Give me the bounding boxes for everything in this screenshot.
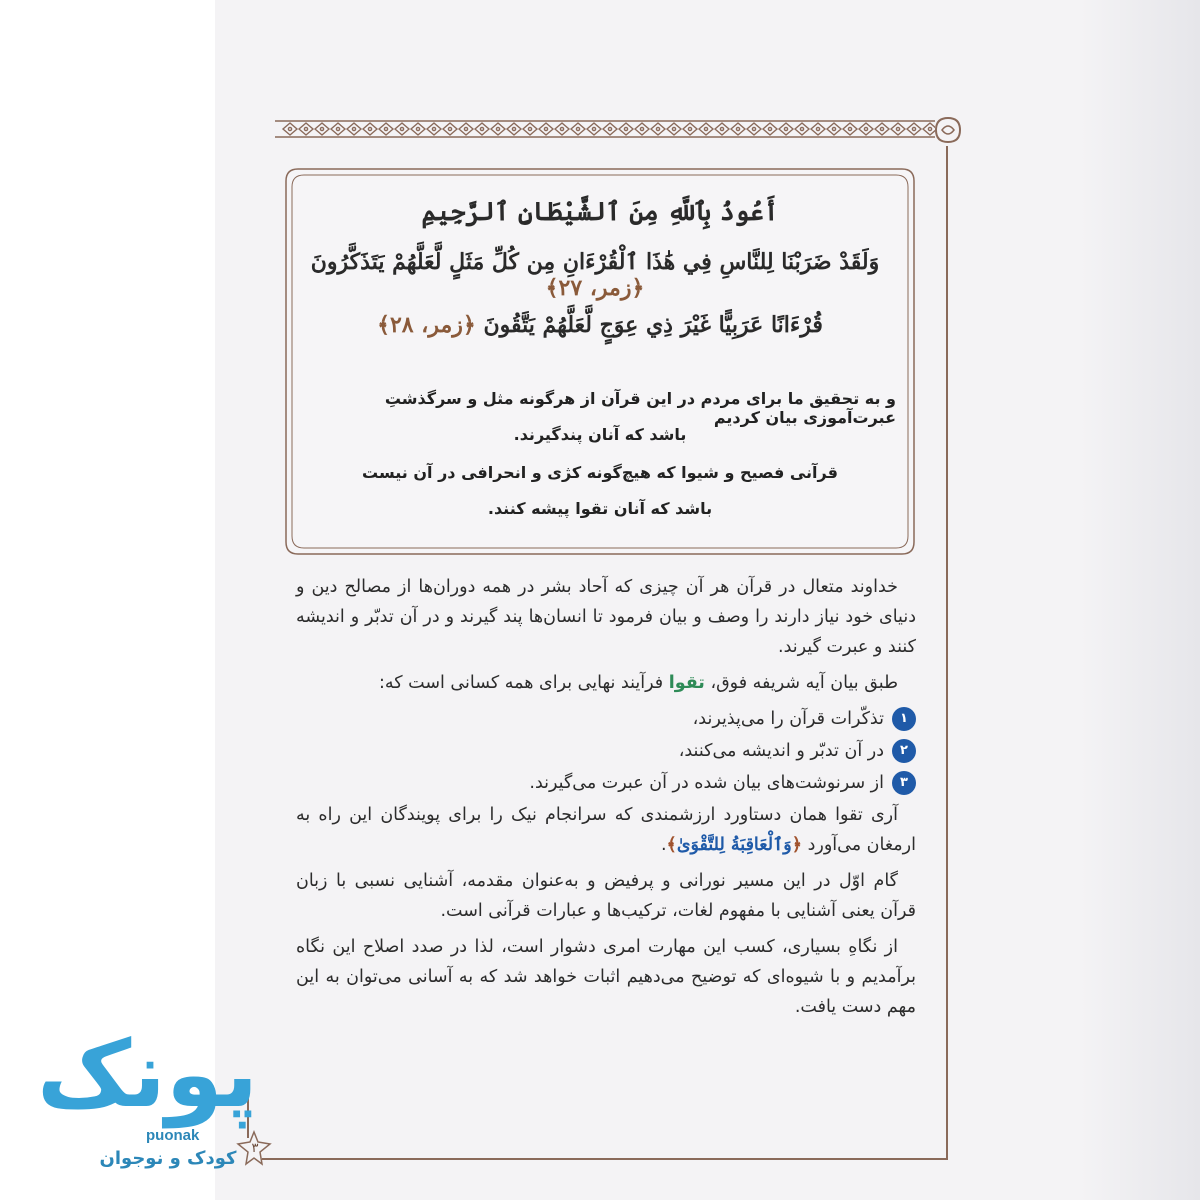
quran-quote-text: وَٱلْعَاقِبَةُ لِلتَّقْوَىٰ [676, 835, 792, 855]
ornament-dot [368, 127, 371, 130]
ornament-dot [496, 127, 499, 130]
ornament-diamond [507, 123, 521, 135]
list-item-text: در آن تدبّر و اندیشه می‌کنند، [678, 741, 884, 761]
verse-2-text: قُرْءَانًا عَرَبِيًّا غَيْرَ ذِي عِوَجٍ لَّعَلَّهُمْ يَتَّقُونَ [483, 312, 823, 338]
paragraph [296, 800, 916, 860]
ornament-dot [832, 127, 835, 130]
ornament-diamond [763, 123, 777, 135]
brand-logo [37, 1010, 258, 1180]
ornament-diamond [875, 123, 889, 135]
ornament-diamond [523, 123, 537, 135]
ornament-dot [896, 127, 899, 130]
ornament-diamond [715, 123, 729, 135]
ornament-diamond [747, 123, 761, 135]
ornament-dot [512, 127, 515, 130]
ornament-dot [784, 127, 787, 130]
paragraph-text: فرآیند نهایی برای همه کسانی است که: [378, 673, 669, 693]
paragraph: از نگاهِ بسیاری، کسب این مهارت امری دشوار است، لذا در صدد اصلاح این نگاه برآمدیم و با شیوه‌ای که توضیح می‌دهیم اثبات خواهد شد که به آسانی می‌توان به این مهم دست یافت. [296, 937, 916, 1017]
ornament-dot [736, 127, 739, 130]
number-badge: ۱ [892, 707, 916, 731]
verse-2-reference: ﴿زمر، ۲۸﴾ [377, 312, 476, 338]
ornament-dot [768, 127, 771, 130]
paragraph: گام اوّل در این مسیر نورانی و پرفیض و به‌عنوان مقدمه، آشنایی نسبی با زبان قرآن یعنی آشنایی با مفهوم لغات، ترکیب‌ها و عبارات قرآنی است. [296, 871, 916, 921]
ornament-dot [752, 127, 755, 130]
ornament-diamond [843, 123, 857, 135]
ornament-diamond [891, 123, 905, 135]
ornament-diamond [539, 123, 553, 135]
ornament-diamond [635, 123, 649, 135]
ornament-dot [560, 127, 563, 130]
ornament-dot [672, 127, 675, 130]
frame-bottom-line [262, 1158, 948, 1160]
ornament-diamond [907, 123, 921, 135]
ornament-dot [864, 127, 867, 130]
ornament-diamond [683, 123, 697, 135]
list-item [296, 736, 916, 766]
list-item-text: تذکّرات قرآن را می‌پذیرند، [692, 709, 884, 729]
ornament-dot [448, 127, 451, 130]
logo-wordmark: پونک [37, 1021, 258, 1128]
ornament-diamond [379, 123, 393, 135]
body-text [296, 572, 916, 1028]
ornament-diamond [651, 123, 665, 135]
ornament-dot [656, 127, 659, 130]
verse-line-1 [284, 249, 916, 301]
ornament-diamond [859, 123, 873, 135]
ornament-diamond [299, 123, 313, 135]
ornament-dot [288, 127, 291, 130]
ornament-diamond [667, 123, 681, 135]
verse-1-text: وَلَقَدْ ضَرَبْنَا لِلنَّاسِ فِي هَٰذَا ٱلْقُرْءَانِ مِن كُلِّ مَثَلٍ لَّعَلَّهُمْ يَتَذَكَّرُونَ [310, 249, 880, 275]
page-edge [1080, 0, 1200, 1200]
translation-line: و به تحقیق ما برای مردم در این قرآن از هرگونه مثل و سرگذشتِ عبرت‌آموزی بیان کردیم [384, 389, 896, 427]
ornament-dot [544, 127, 547, 130]
list-item [296, 768, 916, 798]
ornament-dot [912, 127, 915, 130]
ornament-dot [352, 127, 355, 130]
ornament-diamond [811, 123, 825, 135]
ornament-dot [800, 127, 803, 130]
logo-latin-text: puonak [146, 1127, 200, 1144]
ornament-diamond [347, 123, 361, 135]
ornament-dot [304, 127, 307, 130]
corner-ornament [930, 112, 966, 148]
highlight-word: تقوا [668, 673, 705, 693]
list-item [296, 704, 916, 734]
ornament-dot [336, 127, 339, 130]
ornament-diamond [315, 123, 329, 135]
quote-bracket: ﴾ [666, 835, 677, 855]
verse-1-reference: ﴿زمر، ۲۷﴾ [545, 275, 645, 301]
ornament-dot [576, 127, 579, 130]
paragraph-text: طبق بیان آیه شریفه فوق، [704, 673, 898, 693]
ornament-dot [320, 127, 323, 130]
number-badge: ۳ [892, 771, 916, 795]
list-item-text: از سرنوشت‌های بیان شده در آن عبرت می‌گیرند. [529, 773, 884, 793]
ornament-diamond [571, 123, 585, 135]
quran-quote [667, 835, 802, 855]
ornament-diamond [827, 123, 841, 135]
quote-box [284, 167, 916, 556]
ornament-diamond [443, 123, 457, 135]
ornament-diamond [411, 123, 425, 135]
ornament-diamond [363, 123, 377, 135]
ornament-dot [688, 127, 691, 130]
ornament-dot [640, 127, 643, 130]
ornament-diamond [619, 123, 633, 135]
ornament-dot [624, 127, 627, 130]
ornament-dot [384, 127, 387, 130]
frame-right-line [946, 146, 948, 1159]
ornament-dot [608, 127, 611, 130]
ornament-diamond [475, 123, 489, 135]
ornament-dot [400, 127, 403, 130]
ornament-dot [704, 127, 707, 130]
ornament-diamond [555, 123, 569, 135]
number-badge: ۲ [892, 739, 916, 763]
paragraph-text: . [660, 835, 667, 855]
ornament-dot [464, 127, 467, 130]
ornament-diamond [603, 123, 617, 135]
ornament-diamond [731, 123, 745, 135]
ornament-diamond [587, 123, 601, 135]
ornament-dot [720, 127, 723, 130]
ornament-diamond [427, 123, 441, 135]
paragraph [296, 668, 916, 698]
quote-bracket: ﴿ [791, 835, 803, 855]
paragraph: خداوند متعال در قرآن هر آن چیزی که آحاد بشر در همه دوران‌ها از مصالح دین و دنیای خود نیاز دارند را وصف و بیان فرمود تا انسان‌ها پند گیرند و در آن تدبّر و اندیشه کنند و عبرت گیرند. [296, 577, 916, 657]
ornament-diamond [395, 123, 409, 135]
ornament-dot [848, 127, 851, 130]
ornament-dot [816, 127, 819, 130]
ornament-diamond [331, 123, 345, 135]
page-number: ۳ [251, 1140, 259, 1156]
ornamental-top-border [275, 118, 935, 140]
ornament-diamond [491, 123, 505, 135]
logo-subtitle: کودک و نوجوان [99, 1148, 237, 1169]
ornament-dot [592, 127, 595, 130]
istiadha-text: أَعُوذُ بِٱللَّهِ مِنَ ٱلشَّيْطَانِ ٱلرَّجِيمِ [421, 197, 779, 226]
ornament-dot [432, 127, 435, 130]
ornament-dot [528, 127, 531, 130]
ornament-dot [880, 127, 883, 130]
ornament-diamond [699, 123, 713, 135]
verse-line-2 [284, 312, 916, 338]
ornament-dot [416, 127, 419, 130]
ornament-diamond [779, 123, 793, 135]
ornament-dot [480, 127, 483, 130]
translation-line: قرآنی فصیح و شیوا که هیچ‌گونه کژی و انحرافی در آن نیست [362, 463, 838, 482]
translation-line: باشد که آنان پندگیرند. [513, 425, 687, 444]
paragraph-text: آری تقوا همان دستاورد ارزشمندی که سرانجام نیک را برای پویندگان این راه به ارمغان می‌آورد [296, 805, 916, 855]
ornament-diamond [283, 123, 297, 135]
ornament-diamond [795, 123, 809, 135]
translation-line: باشد که آنان تقوا پیشه کنند. [487, 499, 713, 518]
ornament-diamond [459, 123, 473, 135]
